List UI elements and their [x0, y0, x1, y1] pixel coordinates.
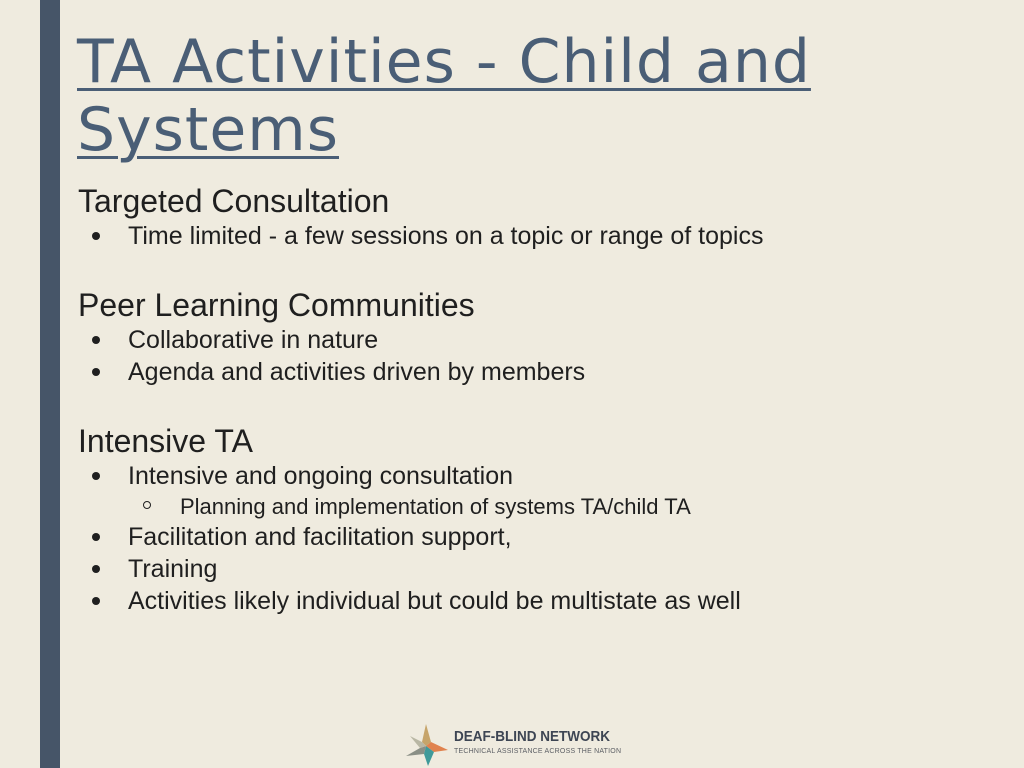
logo-name: DEAF-BLIND NETWORK: [454, 728, 610, 745]
section-heading: Peer Learning Communities: [78, 287, 475, 323]
bullet-item: [78, 356, 978, 388]
section-peer-learning: [78, 286, 978, 388]
bullet-dot-icon: [92, 232, 100, 240]
sub-bullet-text: Planning and implementation of systems TA/child TA: [180, 494, 691, 519]
logo-tagline: TECHNICAL ASSISTANCE ACROSS THE NATION: [454, 748, 622, 755]
section-intensive-ta: [78, 422, 978, 617]
bullet-dot-icon: [92, 472, 100, 480]
slide-title-text: TA Activities - Child and Systems: [77, 27, 811, 165]
side-accent-bar: [40, 0, 60, 768]
bullet-list: [78, 220, 978, 252]
bullet-item: [78, 220, 978, 252]
bullet-dot-icon: [92, 597, 100, 605]
bullet-dot-icon: [92, 336, 100, 344]
bullet-list: [78, 460, 978, 617]
bullet-text: Activities likely individual but could be multistate as well: [128, 587, 741, 615]
section-targeted-consultation: [78, 182, 978, 252]
hollow-circle-icon: [143, 501, 151, 509]
slide-content: [78, 182, 978, 651]
bullet-text: Time limited - a few sessions on a topic or range of topics: [128, 222, 764, 250]
bullet-dot-icon: [92, 533, 100, 541]
star-logo-icon: [404, 722, 450, 766]
deaf-blind-network-logo: [404, 722, 622, 766]
slide-title: [77, 28, 977, 164]
bullet-text: Collaborative in nature: [128, 326, 379, 354]
bullet-item: [78, 521, 978, 553]
section-heading: Targeted Consultation: [78, 183, 390, 219]
bullet-text: Facilitation and facilitation support,: [128, 523, 512, 551]
section-heading: Intensive TA: [78, 423, 253, 459]
bullet-text: Intensive and ongoing consultation: [128, 462, 514, 490]
bullet-item: [78, 460, 978, 492]
bullet-list: [78, 324, 978, 388]
bullet-item: [78, 553, 978, 585]
bullet-text: Training: [128, 555, 218, 583]
sub-bullet-item: [78, 492, 978, 521]
bullet-dot-icon: [92, 368, 100, 376]
bullet-item: [78, 585, 978, 617]
bullet-dot-icon: [92, 565, 100, 573]
bullet-item: [78, 324, 978, 356]
bullet-text: Agenda and activities driven by members: [128, 358, 586, 386]
